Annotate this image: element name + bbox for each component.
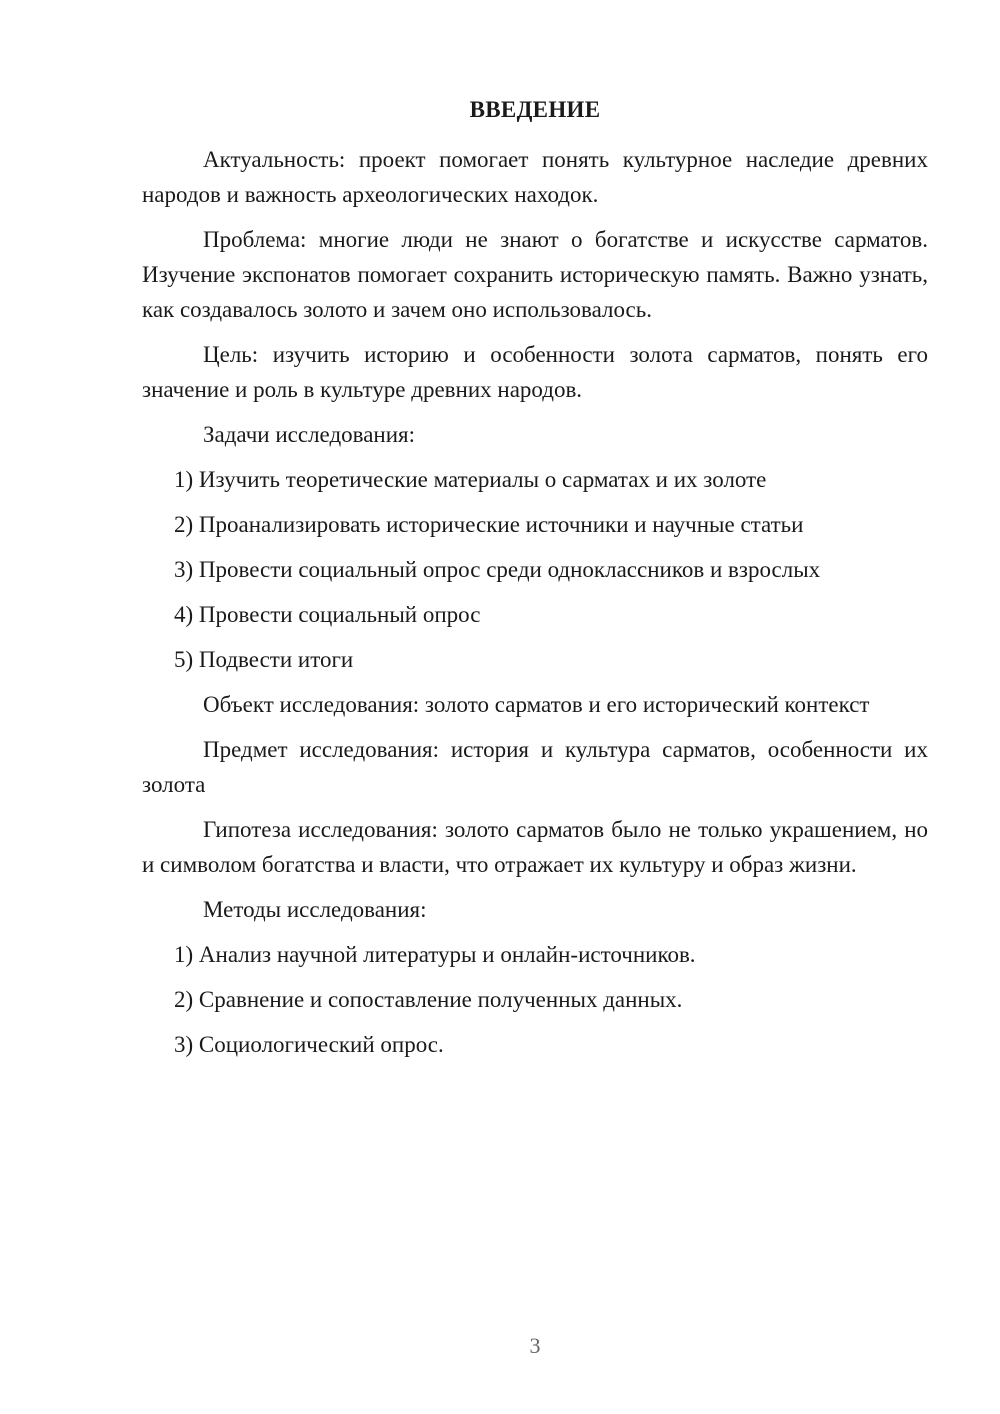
subject-paragraph: Предмет исследования: история и культура сарматов, особенности их золота [142, 737, 928, 797]
tasks-title: Задачи исследования: [203, 422, 416, 447]
problem-paragraph: Проблема: многие люди не знают о богатстве и искусстве сарматов. Изучение экспонатов помогает сохранить историческую память. Важно узнать, как создавалось золото и зачем оно использовалось. [142, 227, 928, 322]
relevance-paragraph: Актуальность: проект помогает понять культурное наследие древних народов и важность археологических находок. [142, 147, 928, 207]
method-item: 1) Анализ научной литературы и онлайн-источников. [174, 942, 696, 967]
document-page [142, 92, 928, 1072]
method-item: 3) Социологический опрос. [174, 1032, 444, 1057]
methods-title: Методы исследования: [203, 897, 427, 922]
task-item: 1) Изучить теоретические материалы о сарматах и их золоте [174, 467, 767, 492]
section-heading: ВВЕДЕНИЕ [469, 97, 601, 122]
task-item: 3) Провести социальный опрос среди одноклассников и взрослых [174, 557, 821, 582]
task-item: 2) Проанализировать исторические источники и научные статьи [174, 512, 804, 537]
object-paragraph: Объект исследования: золото сарматов и его исторический контекст [203, 692, 870, 717]
page-number: 3 [529, 1333, 541, 1358]
task-item: 5) Подвести итоги [174, 647, 354, 672]
hypothesis-paragraph: Гипотеза исследования: золото сарматов было не только украшением, но и символом богатства и власти, что отражает их культуру и образ жизни. [142, 817, 928, 877]
goal-paragraph: Цель: изучить историю и особенности золота сарматов, понять его значение и роль в культуре древних народов. [142, 342, 928, 402]
method-item: 2) Сравнение и сопоставление полученных данных. [174, 987, 683, 1012]
task-item: 4) Провести социальный опрос [174, 602, 481, 627]
